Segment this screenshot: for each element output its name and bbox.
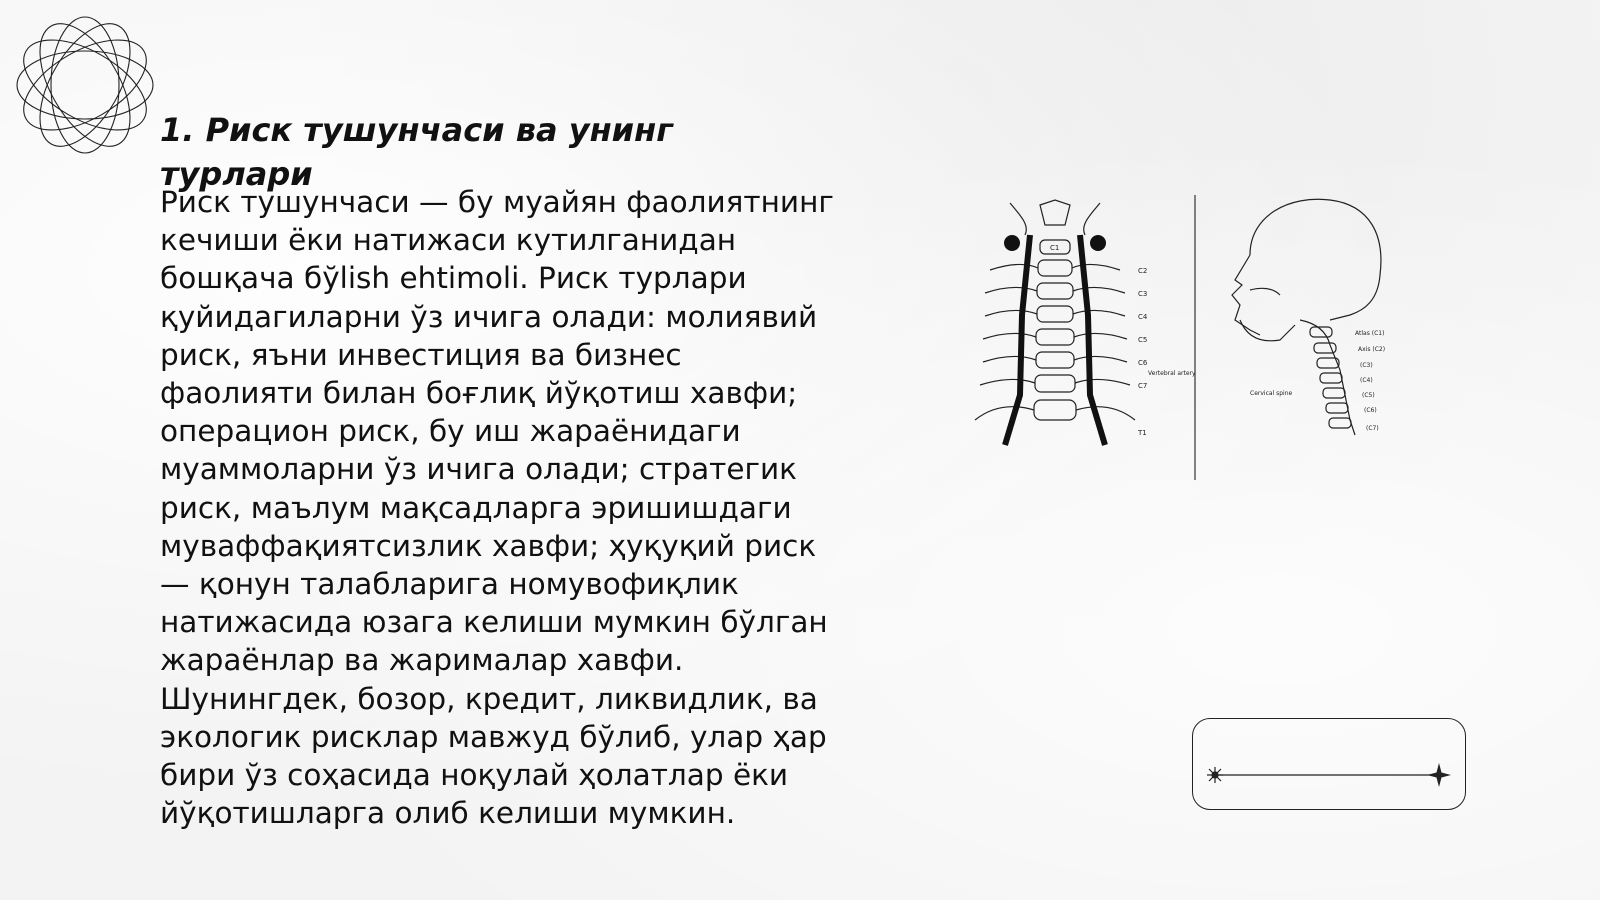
- vertebral-artery-label: Vertebral artery: [1148, 370, 1196, 377]
- vertebra-label: C1: [1050, 244, 1060, 252]
- side-label: Atlas (C1): [1355, 330, 1385, 337]
- cervical-spine-label: Cervical spine: [1250, 390, 1293, 397]
- side-label: (C3): [1360, 362, 1373, 369]
- vertebra-label: C5: [1138, 336, 1148, 344]
- cervical-spine-illustration: [950, 195, 1420, 490]
- timeline-frame: [1192, 718, 1466, 810]
- side-label: Axis (C2): [1358, 346, 1386, 353]
- vertebra-label: T1: [1138, 429, 1147, 437]
- slide-title: 1. Риск тушунчаси ва унинг турлари: [160, 111, 673, 193]
- side-label: (C5): [1362, 392, 1375, 399]
- sun-icon: [1207, 767, 1223, 783]
- slide-body-text: Риск тушунчаси — бу муайян фаолиятнинг кечиши ёки натижаси кутилганидан бошқача бўlish ehtimoli. Риск турлари қуйидагиларни ўз ичига олади: молиявий риск, яъни инвестиция ва бизнес фаолияти билан боғлиқ йўқотиш хавфи; операцион риск, бу иш жараёнидаги муаммоларни ўз ичига олади; стратегик риск, маълум мақсадларга эришишдаги муваффақиятсизлик хавфи; ҳуқуқий риск — қонун талабларига номувофиқлик натижасида юзага келиши мумкин бўлган жараёнлар ва жарималар хавфи. Шунингдек, бозор, кредит, ликвидлик, ва экологик рисклар мавжуд бўлиб, улар ҳар бири ўз соҳасида ноқулай ҳолатлар ёки йўқотишларга олиб келиши мумкин.: [160, 185, 834, 831]
- vertebra-label: C3: [1138, 290, 1148, 298]
- side-label: (C4): [1360, 377, 1373, 384]
- vertebra-label: C7: [1138, 382, 1148, 390]
- circle-ornament-icon: [10, 10, 160, 160]
- sparkle-icon: [1427, 763, 1451, 787]
- side-label: (C6): [1364, 407, 1377, 414]
- vertebra-label: C4: [1138, 313, 1148, 321]
- vertebra-label: C2: [1138, 267, 1148, 275]
- side-label: (C7): [1366, 425, 1379, 432]
- vertebra-label: C6: [1138, 359, 1148, 367]
